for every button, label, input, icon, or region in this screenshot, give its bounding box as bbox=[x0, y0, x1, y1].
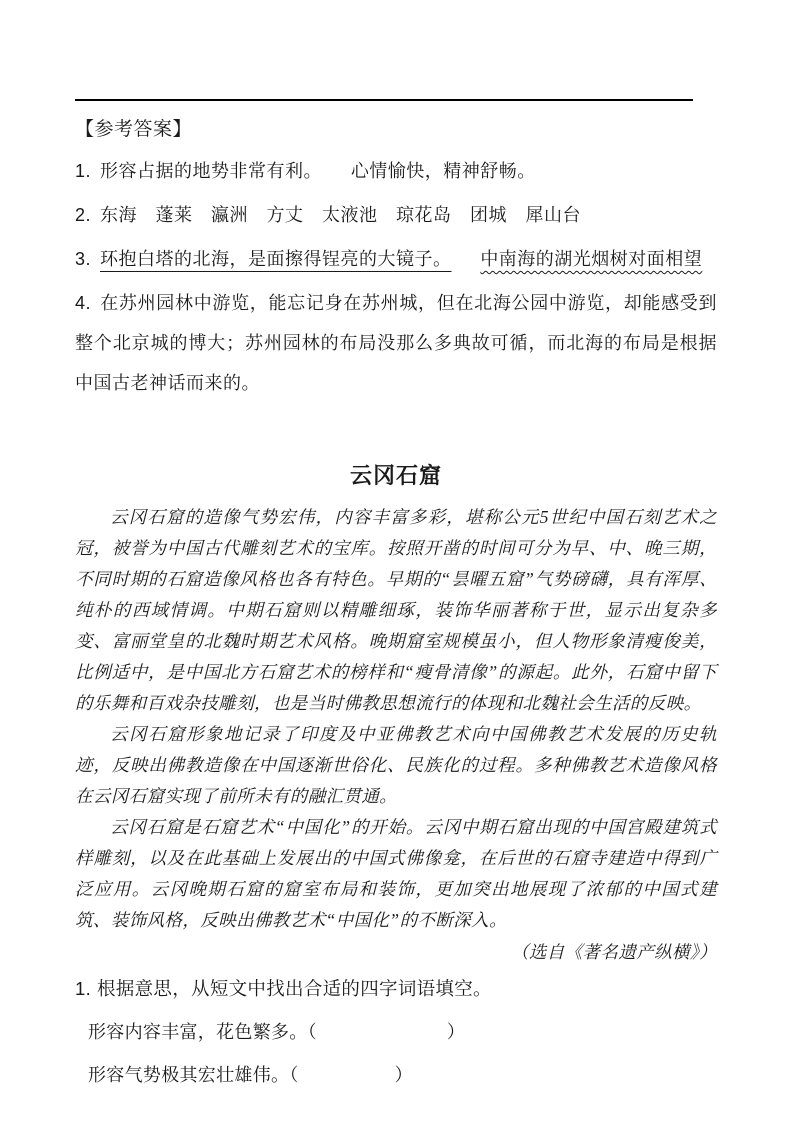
answer-item-2 bbox=[75, 195, 717, 235]
bracket-close: ） bbox=[394, 1065, 413, 1085]
bracket-open: （ bbox=[289, 1065, 299, 1085]
question-number: 1. bbox=[75, 978, 92, 999]
bracket-close: ） bbox=[446, 1022, 466, 1042]
answer-part: 在苏州园林中游览，能忘记身在苏州城，但在北海公园中游览，却能感受到整个北京城的博大；苏州园林的布局没那么多典故可循，而北海的布局是根据中国古老神话而来的。 bbox=[75, 293, 717, 393]
blank-line-2 bbox=[75, 1062, 717, 1088]
answer-item-4 bbox=[75, 283, 717, 403]
answer-part: 心情愉快，精神舒畅。 bbox=[350, 161, 536, 181]
blank-answer-space bbox=[317, 1037, 447, 1038]
answers-header: 【参考答案】 bbox=[75, 119, 193, 140]
blank-prompt: 形容内容丰富，花色繁多。 bbox=[88, 1022, 308, 1042]
question-text: 根据意思，从短文中找出合适的四字词语填空。 bbox=[97, 978, 492, 999]
answer-part: 中南海的湖光烟树对面相望 bbox=[480, 249, 703, 269]
answers-list bbox=[75, 151, 717, 403]
article-paragraph-3: 云冈石窟是石窟艺术“中国化”的开始。云冈中期石窟出现的中国宫殿建筑式样雕刻，以及在此基础上发展出的中国式佛像龛，在后世的石窟寺建造中得到广泛应用。云冈晚期石窟的窟室布局和装饰，更加突出地展现了浓郁的中国式建筑、装饰风格，反映出佛教艺术“中国化”的不断深入。 bbox=[75, 817, 717, 930]
answer-item-3 bbox=[75, 239, 717, 279]
citation: （选自《著名遗产纵横》） bbox=[510, 942, 717, 962]
blank-line-1 bbox=[75, 1019, 717, 1045]
article-title: 云冈石窟 bbox=[349, 463, 442, 488]
blank-prompt: 形容气势极其宏壮雄伟。 bbox=[88, 1065, 290, 1085]
question-1 bbox=[75, 976, 717, 1002]
article-body bbox=[75, 502, 717, 936]
bracket-open: （ bbox=[307, 1022, 317, 1042]
answer-part: 形容占据的地势非常有利。 bbox=[100, 161, 323, 181]
answer-item-1 bbox=[75, 151, 717, 191]
article-paragraph-2: 云冈石窟形象地记录了印度及中亚佛教艺术向中国佛教艺术发展的历史轨迹，反映出佛教造像在中国逐渐世俗化、民族化的过程。多种佛教艺术造像风格在云冈石窟实现了前所未有的融汇贯通。 bbox=[75, 724, 717, 806]
fill-in-blanks bbox=[75, 1019, 717, 1088]
answer-item-number: 1. bbox=[75, 161, 92, 181]
answer-item-number: 3. bbox=[75, 249, 92, 269]
answer-part: 环抱白塔的北海，是面擦得锃亮的大镜子。 bbox=[100, 249, 452, 269]
answer-part: 东海 蓬莱 瀛洲 方丈 太液池 琼花岛 团城 犀山台 bbox=[100, 205, 582, 225]
answer-item-number: 2. bbox=[75, 205, 92, 225]
article-paragraph-1: 云冈石窟的造像气势宏伟，内容丰富多彩，堪称公元5世纪中国石刻艺术之冠，被誉为中国古代雕刻艺术的宝库。按照开凿的时间可分为早、中、晚三期，不同时期的石窟造像风格也各有特色。早期的“昙曜五窟”气势磅礴，具有浑厚、纯朴的西域情调。中期石窟则以精雕细琢，装饰华丽著称于世，显示出复杂多变、富丽堂皇的北魏时期艺术风格。晚期窟室规模虽小，但人物形象清瘦俊美，比例适中，是中国北方石窟艺术的榜样和“瘦骨清像”的源起。此外，石窟中留下的乐舞和百戏杂技雕刻，也是当时佛教思想流行的体现和北魏社会生活的反映。 bbox=[75, 507, 717, 713]
blank-answer-space bbox=[299, 1080, 395, 1081]
section-divider bbox=[75, 99, 693, 101]
answer-item-number: 4. bbox=[75, 293, 92, 313]
